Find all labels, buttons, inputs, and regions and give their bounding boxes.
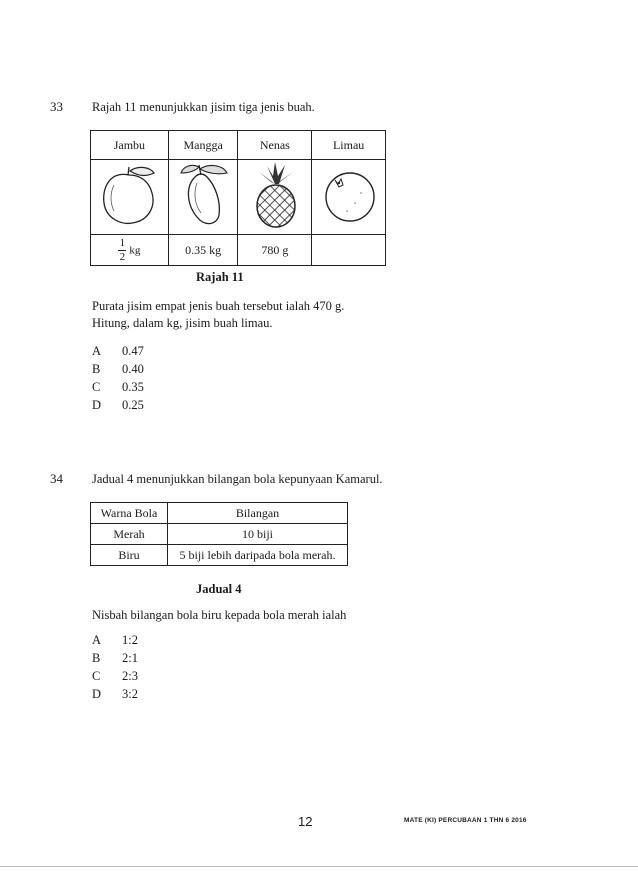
option-value: 2:1 bbox=[122, 651, 138, 665]
option-letter: B bbox=[92, 651, 101, 665]
fraction-denominator: 2 bbox=[119, 250, 126, 263]
option-value: 0.25 bbox=[122, 398, 144, 412]
option-d[interactable] bbox=[92, 685, 138, 703]
value-jambu bbox=[91, 235, 169, 266]
option-b[interactable] bbox=[92, 360, 144, 378]
value-limau bbox=[312, 235, 386, 266]
guava-icon bbox=[94, 161, 164, 229]
cell-merah-count: 10 biji bbox=[168, 524, 348, 545]
option-value: 0.35 bbox=[122, 380, 144, 394]
cell-merah: Merah bbox=[91, 524, 168, 545]
option-value: 1:2 bbox=[122, 633, 138, 647]
mango-cell bbox=[168, 160, 238, 235]
question-text: Nisbah bilangan bola biru kepada bola merah ialah bbox=[92, 608, 347, 622]
pineapple-cell bbox=[238, 160, 312, 235]
option-letter: A bbox=[92, 344, 102, 358]
header-jambu: Jambu bbox=[91, 131, 169, 160]
option-a[interactable] bbox=[92, 342, 144, 360]
question-text-line2: Hitung, dalam kg, jisim buah limau. bbox=[92, 316, 273, 330]
orange-cell bbox=[312, 160, 386, 235]
question-prompt: Rajah 11 menunjukkan jisim tiga jenis buah. bbox=[92, 100, 315, 114]
page-number: 12 bbox=[298, 814, 313, 829]
header-bilangan: Bilangan bbox=[168, 503, 348, 524]
header-mangga: Mangga bbox=[168, 131, 238, 160]
option-letter: D bbox=[92, 398, 102, 412]
cell-biru-count: 5 biji lebih daripada bola merah. bbox=[168, 545, 348, 566]
mango-icon bbox=[173, 161, 233, 229]
header-warna-bola: Warna Bola bbox=[91, 503, 168, 524]
value-nenas: 780 g bbox=[238, 235, 312, 266]
fraction bbox=[118, 238, 126, 263]
question-number: 33 bbox=[50, 99, 63, 114]
fruit-mass-table bbox=[90, 130, 386, 266]
option-d[interactable] bbox=[92, 396, 144, 414]
options-list-q33 bbox=[92, 342, 144, 414]
option-a[interactable] bbox=[92, 631, 138, 649]
unit-kg: kg bbox=[129, 244, 141, 256]
option-c[interactable] bbox=[92, 667, 138, 685]
option-value: 3:2 bbox=[122, 687, 138, 701]
value-mangga: 0.35 kg bbox=[168, 235, 238, 266]
header-nenas: Nenas bbox=[238, 131, 312, 160]
option-letter: C bbox=[92, 380, 101, 394]
option-value: 2:3 bbox=[122, 669, 138, 683]
fraction-numerator: 1 bbox=[119, 236, 126, 249]
figure-caption: Rajah 11 bbox=[196, 270, 244, 284]
scan-edge-line bbox=[0, 866, 638, 867]
option-value: 0.40 bbox=[122, 362, 144, 376]
options-list-q34 bbox=[92, 631, 138, 703]
option-b[interactable] bbox=[92, 649, 138, 667]
orange-icon bbox=[319, 163, 379, 227]
option-letter: A bbox=[92, 633, 102, 647]
question-text-line1: Purata jisim empat jenis buah tersebut ialah 470 g. bbox=[92, 299, 345, 313]
guava-cell bbox=[91, 160, 169, 235]
table-caption: Jadual 4 bbox=[196, 582, 242, 596]
cell-biru: Biru bbox=[91, 545, 168, 566]
option-value: 0.47 bbox=[122, 344, 144, 358]
paper-code: MATE (KI) PERCUBAAN 1 THN 6 2016 bbox=[404, 817, 527, 824]
header-limau: Limau bbox=[312, 131, 386, 160]
ball-count-table bbox=[90, 502, 348, 566]
pineapple-icon bbox=[245, 160, 305, 230]
option-letter: C bbox=[92, 669, 101, 683]
option-c[interactable] bbox=[92, 378, 144, 396]
option-letter: B bbox=[92, 362, 101, 376]
question-prompt: Jadual 4 menunjukkan bilangan bola kepunyaan Kamarul. bbox=[92, 472, 383, 486]
question-number: 34 bbox=[50, 471, 63, 486]
option-letter: D bbox=[92, 687, 102, 701]
